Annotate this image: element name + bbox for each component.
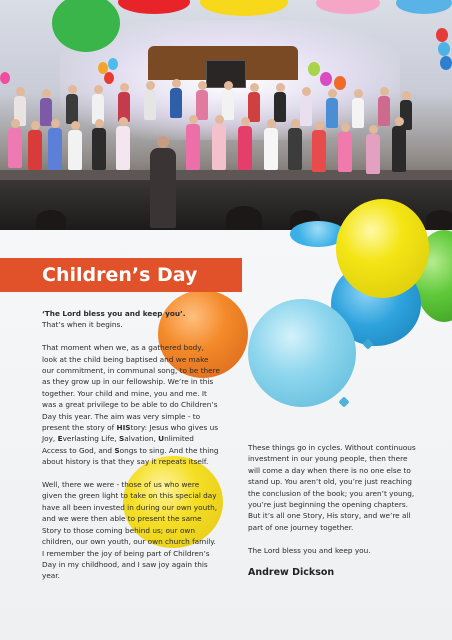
paragraph-text: verlasting Life,: [62, 434, 119, 444]
balloon-cluster-left-3: [108, 58, 118, 70]
page-title: Children’s Day: [42, 264, 198, 286]
paragraph-text: That moment when we, as a gathered body, look at the child being baptised and we make our commitment, in communal song, to be there as they grow up in our fellowship. We’re in this together. Your child and mine, you and me. It was a great privilege to be able to do Children’s Day this year. The aim was very simple - to present the story of: [42, 343, 220, 433]
balloon-cluster-left-4: [104, 72, 114, 84]
balloon-cluster-right-5: [438, 42, 450, 56]
closing-blessing: The Lord bless you and keep you.: [248, 545, 371, 555]
balloon-cluster-right-4: [436, 28, 448, 42]
acrostic-letter: U: [158, 434, 165, 444]
article-left-column: [42, 308, 220, 582]
balloon-yellow: [336, 199, 429, 298]
balloon-cluster-right-1: [308, 62, 320, 76]
balloon-blue-top: [396, 0, 452, 14]
article-right-column: [248, 442, 416, 579]
paragraph-text: ongs: [119, 445, 138, 455]
paragraph-text: nlimited Access to God, and: [42, 434, 194, 455]
paragraph-text: Well, there we were - those of us who were given the green light to take on this special day have all been invested in during our own youth, and we were then able to present the same Story to those coming behind us; our own children, our own youth, our own church family. I remember the joy of being part of Children’s Day in my childhood, and I saw joy again this year.: [42, 480, 218, 581]
paragraph-text: These things go in cycles. Without continuous investment in our young people, then there will come a day when there is no one else to stand up. You aren’t old, you’re just reaching the conclusion of the book; you aren’t young, you’re just beginning the opening chapters. But it’s all one Story, His story, and we’re all part of one journey together.: [248, 443, 416, 532]
acrostic-letter: S: [114, 445, 120, 455]
paragraph-text: to sing. And the thing about history is that they say it repeats itself.: [42, 445, 219, 467]
balloon-cluster-right-3: [334, 76, 346, 90]
balloon-cluster-left-1: [0, 72, 10, 84]
acrostic-letter: E: [57, 434, 63, 444]
paragraph-text: alvation,: [124, 434, 156, 444]
paragraph-text: tory: Jesus who gives us Joy,: [42, 423, 219, 444]
balloon-yellow-top: [200, 0, 288, 16]
balloon-pink-top: [316, 0, 380, 14]
opening-line: That’s when it begins.: [42, 320, 123, 330]
balloon-cluster-right-6: [440, 56, 452, 70]
audience-head: [36, 210, 66, 230]
audience-head: [426, 210, 452, 230]
childrens-choir-photo: [0, 0, 452, 230]
author-name: Andrew Dickson: [248, 567, 335, 579]
balloon-red-top: [118, 0, 190, 14]
balloon-cluster-right-2: [320, 72, 332, 86]
conductor: [150, 148, 176, 228]
acrostic-letter: S: [118, 434, 125, 444]
audience-head: [226, 206, 262, 230]
opening-quote: ‘The Lord bless you and keep you’.: [42, 309, 186, 318]
acrostic-letter: HIS: [116, 423, 131, 433]
balloon-light-blue: [248, 299, 356, 407]
